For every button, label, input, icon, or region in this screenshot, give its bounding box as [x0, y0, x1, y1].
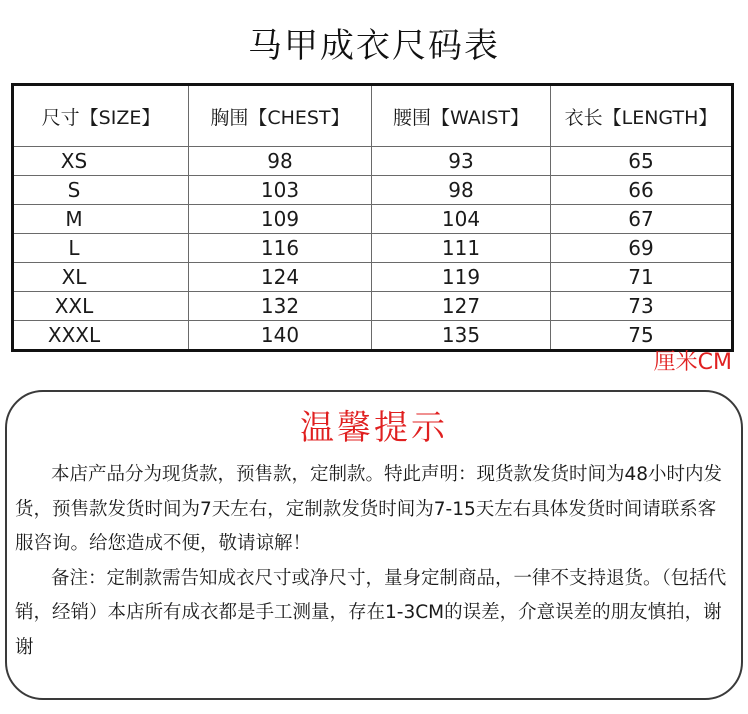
size-cell: L — [13, 234, 189, 263]
length-cell: 73 — [551, 292, 733, 321]
length-cell: 65 — [551, 147, 733, 176]
header-waist: 腰围【WAIST】 — [372, 85, 551, 147]
size-cell: S — [13, 176, 189, 205]
notice-body — [15, 458, 727, 665]
notice-paragraph-shipping: 本店产品分为现货款，预售款，定制款。特此声明：现货款发货时间为48小时内发货，预售款发货时间为7天左右，定制款发货时间为7-15天左右具体发货时间请联系客服咨询。给您造成不便，敬请谅解！ — [15, 464, 723, 554]
size-cell: XXXL — [13, 321, 189, 351]
waist-cell: 127 — [372, 292, 551, 321]
page-title: 马甲成衣尺码表 — [248, 26, 500, 66]
waist-cell: 98 — [372, 176, 551, 205]
size-chart-table — [11, 83, 734, 352]
table-row — [13, 205, 733, 234]
notice-paragraph-remark: 备注：定制款需告知成衣尺寸或净尺寸，量身定制商品，一律不支持退货。（包括代销，经销）本店所有成衣都是手工测量，存在1-3CM的误差，介意误差的朋友慎拍，谢谢 — [15, 567, 727, 658]
length-cell: 67 — [551, 205, 733, 234]
size-cell: XS — [13, 147, 189, 176]
size-cell: M — [13, 205, 189, 234]
unit-note: 厘米CM — [653, 350, 732, 375]
table-row — [13, 234, 733, 263]
waist-cell: 119 — [372, 263, 551, 292]
size-cell: XXL — [13, 292, 189, 321]
length-cell: 69 — [551, 234, 733, 263]
notice-title: 温馨提示 — [300, 408, 448, 448]
chest-cell: 132 — [189, 292, 372, 321]
header-chest: 胸围【CHEST】 — [189, 85, 372, 147]
waist-cell: 104 — [372, 205, 551, 234]
table-row — [13, 147, 733, 176]
chest-cell: 116 — [189, 234, 372, 263]
length-cell: 71 — [551, 263, 733, 292]
size-cell: XL — [13, 263, 189, 292]
waist-cell: 93 — [372, 147, 551, 176]
waist-cell: 135 — [372, 321, 551, 351]
chest-cell: 124 — [189, 263, 372, 292]
chest-cell: 140 — [189, 321, 372, 351]
header-size: 尺寸【SIZE】 — [13, 85, 189, 147]
table-row — [13, 321, 733, 351]
table-row — [13, 263, 733, 292]
header-length: 衣长【LENGTH】 — [551, 85, 733, 147]
waist-cell: 111 — [372, 234, 551, 263]
table-row — [13, 176, 733, 205]
length-cell: 75 — [551, 321, 733, 351]
chest-cell: 109 — [189, 205, 372, 234]
notice-box — [5, 390, 743, 700]
chest-cell: 98 — [189, 147, 372, 176]
length-cell: 66 — [551, 176, 733, 205]
chest-cell: 103 — [189, 176, 372, 205]
table-row — [13, 292, 733, 321]
table-header-row — [13, 85, 733, 147]
